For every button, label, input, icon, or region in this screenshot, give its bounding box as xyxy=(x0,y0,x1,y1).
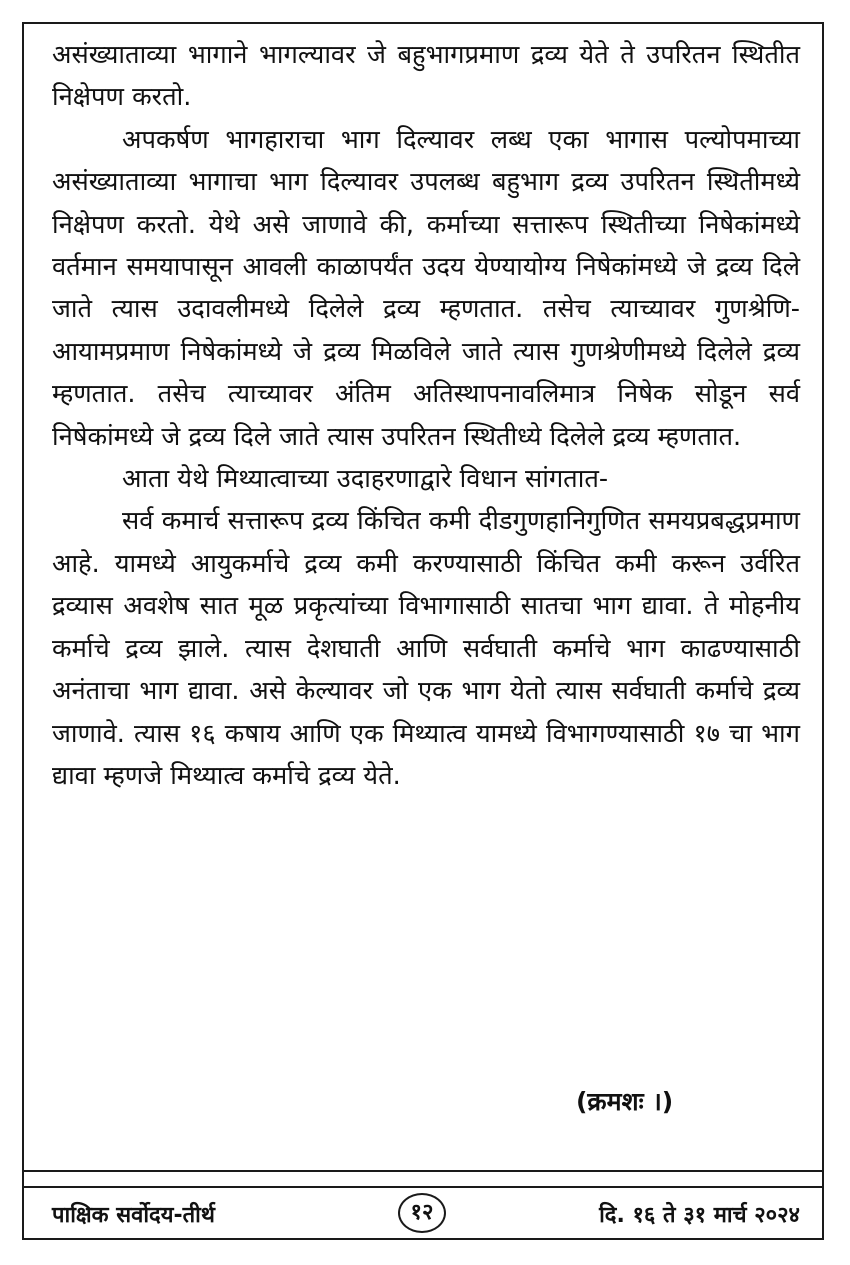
issue-date: दि. १६ ते ३१ मार्च २०२४ xyxy=(599,1203,800,1228)
footer-rule-bottom xyxy=(22,1186,824,1188)
paragraph-4: सर्व कमार्च सत्तारूप द्रव्य किंचित कमी दीडगुणहानिगुणित समयप्रबद्धप्रमाण आहे. यामध्ये आयुकर्माचे द्रव्य कमी करण्यासाठी किंचित कमी करून उर्वरित द्रव्यास अवशेष सात मूळ प्रकृत्यांच्या विभागासाठी सातचा भाग द्यावा. ते मोहनीय कर्माचे द्रव्य झाले. त्यास देशघाती आणि सर्वघाती कर्माचे भाग काढण्यासाठी अनंताचा भाग द्यावा. असे केल्यावर जो एक भाग येतो त्यास सर्वघाती कर्माचे द्रव्य जाणावे. त्यास १६ कषाय आणि एक मिथ्यात्व यामध्ये विभागण्यासाठी १७ चा भाग द्यावा म्हणजे मिथ्यात्व कर्माचे द्रव्य येते. xyxy=(52,506,800,791)
publication-name: पाक्षिक सर्वोदय-तीर्थ xyxy=(52,1203,215,1228)
paragraph-1: असंख्याताव्या भागाने भागल्यावर जे बहुभागप्रमाण द्रव्य येते ते उपरितन स्थितीत निक्षेपण करतो. xyxy=(52,40,800,113)
paragraph-2: अपकर्षण भागहाराचा भाग दिल्यावर लब्ध एका भागास पल्योपमाच्या असंख्याताव्या भागाचा भाग दिल्यावर उपलब्ध बहुभाग द्रव्य उपरितन स्थितीमध्ये निक्षेपण करतो. येथे असे जाणावे की, कर्माच्या सत्तारूप स्थितीच्या निषेकांमध्ये वर्तमान समयापासून आवली काळापर्यंत उदय येण्यायोग्य निषेकांमध्ये जे द्रव्य दिले जाते त्यास उदावलीमध्ये दिलेले द्रव्य म्हणतात. तसेच त्याच्यावर गुणश्रेणि-आयामप्रमाण निषेकांमध्ये जे द्रव्य मिळविले जाते त्यास गुणश्रेणीमध्ये दिलेले द्रव्य म्हणतात. तसेच त्याच्यावर अंतिम अतिस्थापनावलिमात्र निषेक सोडून सर्व निषेकांमध्ये जे द्रव्य दिले जाते त्यास उपरितन स्थितीध्ये दिलेले द्रव्य म्हणतात. xyxy=(52,124,800,452)
article-body xyxy=(52,34,800,797)
paragraph-3: आता येथे मिथ्यात्वाच्या उदाहरणाद्वारे विधान सांगतात- xyxy=(122,464,609,495)
continued-marker: (क्रमशः ।) xyxy=(576,1087,674,1116)
page-number: १२ xyxy=(398,1193,446,1233)
footer-rule-top xyxy=(22,1170,824,1172)
